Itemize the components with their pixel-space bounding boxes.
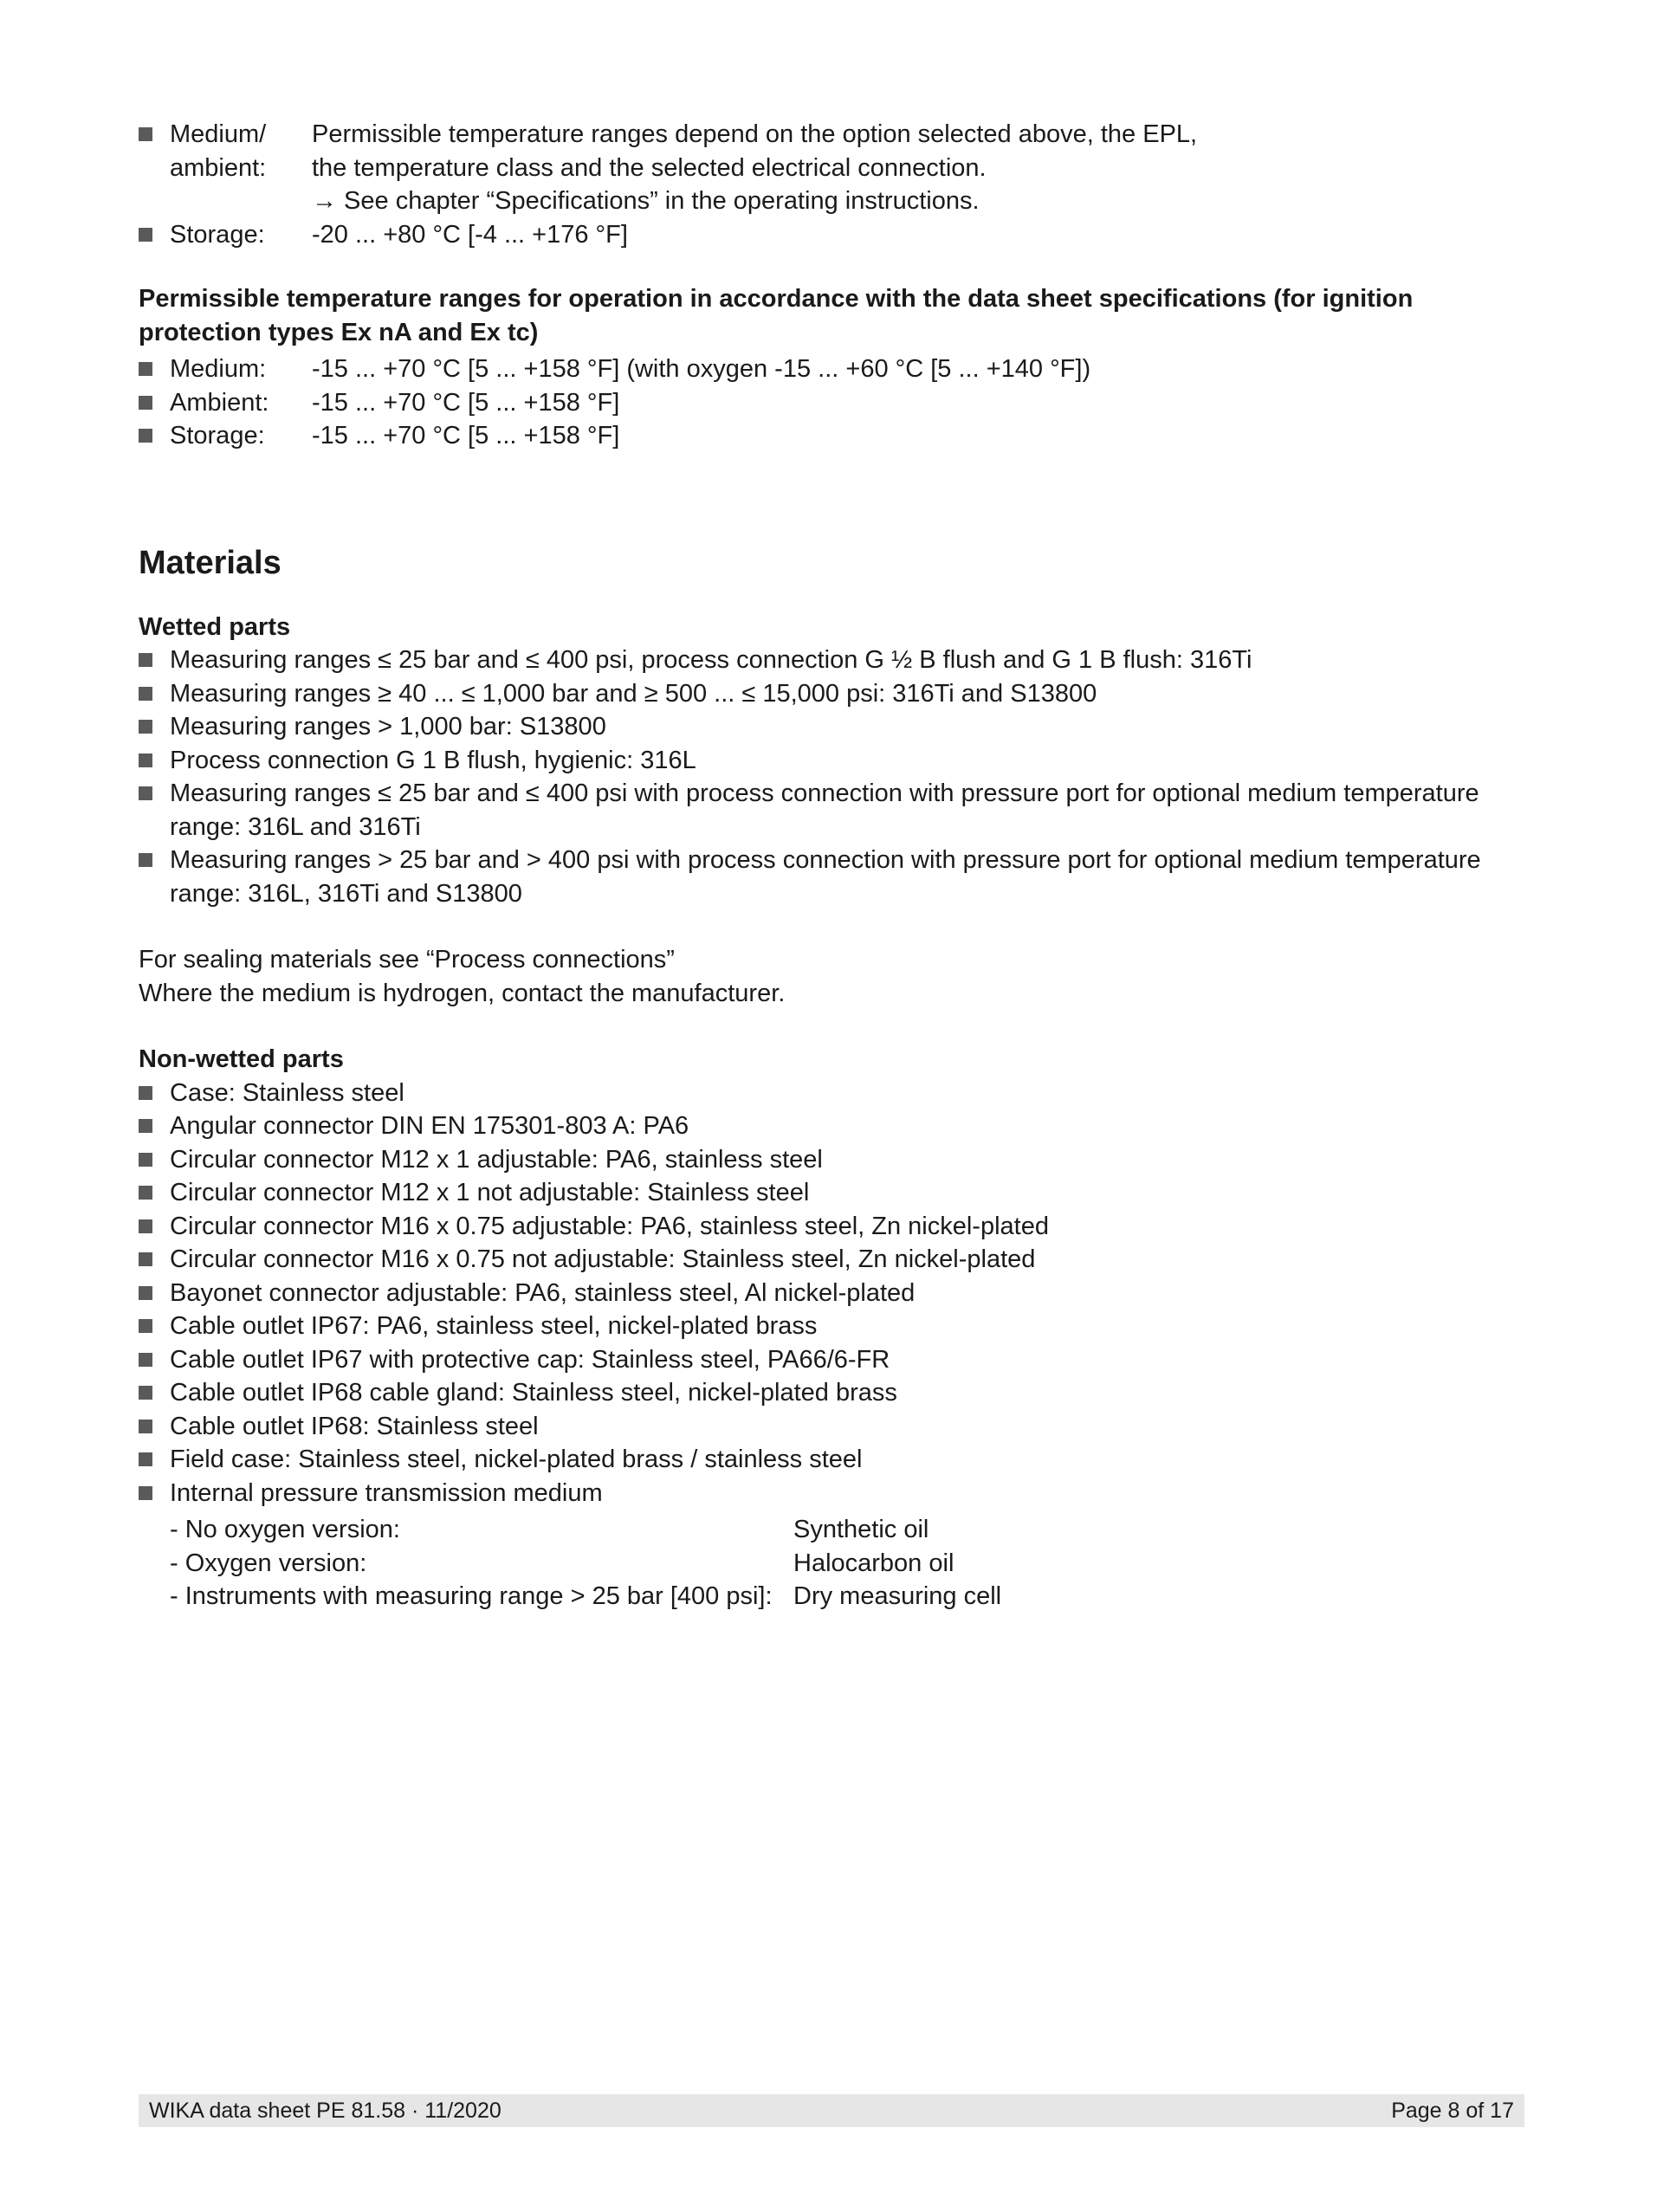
wetted-parts-list (139, 644, 1533, 910)
ex-row-storage (139, 419, 1533, 453)
bullet-icon (139, 1186, 152, 1200)
list-item: Circular connector M16 x 0.75 not adjustable: Stainless steel, Zn nickel-plated (139, 1243, 1533, 1277)
transmission-row: - Oxygen version: Halocarbon oil (170, 1549, 954, 1577)
transmission-medium-table (139, 1513, 1533, 1614)
bullet-icon (139, 1486, 152, 1500)
bullet-icon (139, 653, 152, 667)
list-item: Circular connector M12 x 1 adjustable: PA6, stainless steel (139, 1143, 1533, 1177)
page-footer (139, 2094, 1524, 2127)
list-item: Cable outlet IP67 with protective cap: Stainless steel, PA66/6-FR (139, 1343, 1533, 1377)
bullet-icon (139, 720, 152, 734)
ex-value: -15 ... +70 °C [5 ... +158 °F] (312, 388, 620, 417)
bullet-icon (139, 1086, 152, 1100)
ex-label: Storage: (170, 422, 265, 450)
bullet-icon (139, 362, 152, 376)
non-wetted-parts-list (139, 1077, 1533, 1510)
bullet-icon (139, 396, 152, 410)
list-item: Measuring ranges ≥ 40 ... ≤ 1,000 bar and ≥ 500 ... ≤ 15,000 psi: 316Ti and S13800 (139, 677, 1533, 711)
transmission-row: - No oxygen version: Synthetic oil (170, 1516, 929, 1543)
bullet-icon (139, 127, 152, 141)
list-item: Cable outlet IP67: PA6, stainless steel, nickel-plated brass (139, 1310, 1533, 1343)
hydrogen-note: Where the medium is hydrogen, contact the manufacturer. (139, 979, 786, 1007)
transmission-row: - Instruments with measuring range > 25 bar [400 psi]: Dry measuring cell (170, 1582, 1002, 1610)
list-item: Case: Stainless steel (139, 1077, 1533, 1110)
sealing-note: For sealing materials see “Process connections” (139, 946, 675, 973)
list-item: Measuring ranges ≤ 25 bar and ≤ 400 psi with process connection with pressure port for optional medium temperature range: 316L and 316Ti (139, 777, 1533, 844)
bullet-icon (139, 1319, 152, 1333)
ex-section-heading: Permissible temperature ranges for operation in accordance with the data sheet specifications (for ignition protection types Ex nA and Ex tc) (139, 285, 1414, 346)
list-item: Measuring ranges ≤ 25 bar and ≤ 400 psi, process connection G ½ B flush and G 1 B flush: 316Ti (139, 644, 1533, 677)
list-item: Process connection G 1 B flush, hygienic: 316L (139, 744, 1533, 778)
bullet-icon (139, 1386, 152, 1400)
list-item: Angular connector DIN EN 175301-803 A: PA6 (139, 1109, 1533, 1143)
list-item: Cable outlet IP68: Stainless steel (139, 1410, 1533, 1444)
bullet-icon (139, 754, 152, 767)
bullet-icon (139, 1286, 152, 1300)
ex-value: -15 ... +70 °C [5 ... +158 °F] (312, 422, 620, 450)
list-item: Circular connector M12 x 1 not adjustable: Stainless steel (139, 1176, 1533, 1210)
list-item: Measuring ranges > 1,000 bar: S13800 (139, 710, 1533, 744)
list-item: Field case: Stainless steel, nickel-plated brass / stainless steel (139, 1443, 1533, 1477)
ex-row-medium (139, 352, 1533, 386)
bullet-icon (139, 1452, 152, 1466)
bullet-icon (139, 1420, 152, 1433)
temp-option-medium-ambient (139, 118, 1533, 218)
footer-page-number: Page 8 of 17 (1391, 2098, 1514, 2123)
materials-heading: Materials (139, 544, 281, 581)
non-wetted-parts-heading: Non-wetted parts (139, 1045, 344, 1073)
list-item: Internal pressure transmission medium (139, 1477, 1533, 1510)
option-value: -20 ... +80 °C [-4 ... +176 °F] (312, 220, 628, 249)
option-value: Permissible temperature ranges depend on the option selected above, the EPL, the temperature class and the selected electrical connection. → See chapter “Specifications” in the operating instructions. (312, 120, 1198, 215)
list-item: Measuring ranges > 25 bar and > 400 psi with process connection with pressure port for optional medium temperature range: 316L, 316Ti and S13800 (139, 844, 1533, 910)
ex-value: -15 ... +70 °C [5 ... +158 °F] (with oxygen -15 ... +60 °C [5 ... +140 °F]) (312, 355, 1091, 383)
option-label: Storage: (170, 220, 265, 249)
bullet-icon (139, 429, 152, 443)
ex-label: Medium: (170, 355, 267, 383)
temp-option-storage (139, 218, 1533, 252)
bullet-icon (139, 1252, 152, 1266)
document-body (139, 118, 1533, 1614)
bullet-icon (139, 687, 152, 701)
list-item: Cable outlet IP68 cable gland: Stainless steel, nickel-plated brass (139, 1376, 1533, 1410)
bullet-icon (139, 786, 152, 800)
ex-row-ambient (139, 386, 1533, 420)
bullet-icon (139, 1353, 152, 1367)
bullet-icon (139, 1219, 152, 1233)
footer-datasheet-ref: WIKA data sheet PE 81.58 · 11/2020 (149, 2098, 501, 2123)
bullet-icon (139, 228, 152, 242)
list-item: Bayonet connector adjustable: PA6, stainless steel, Al nickel-plated (139, 1277, 1533, 1310)
bullet-icon (139, 853, 152, 867)
ex-label: Ambient: (170, 388, 269, 417)
bullet-icon (139, 1153, 152, 1167)
wetted-parts-heading: Wetted parts (139, 612, 291, 641)
option-label: Medium/ ambient: (170, 120, 267, 182)
list-item: Circular connector M16 x 0.75 adjustable: PA6, stainless steel, Zn nickel-plated (139, 1210, 1533, 1244)
bullet-icon (139, 1119, 152, 1133)
